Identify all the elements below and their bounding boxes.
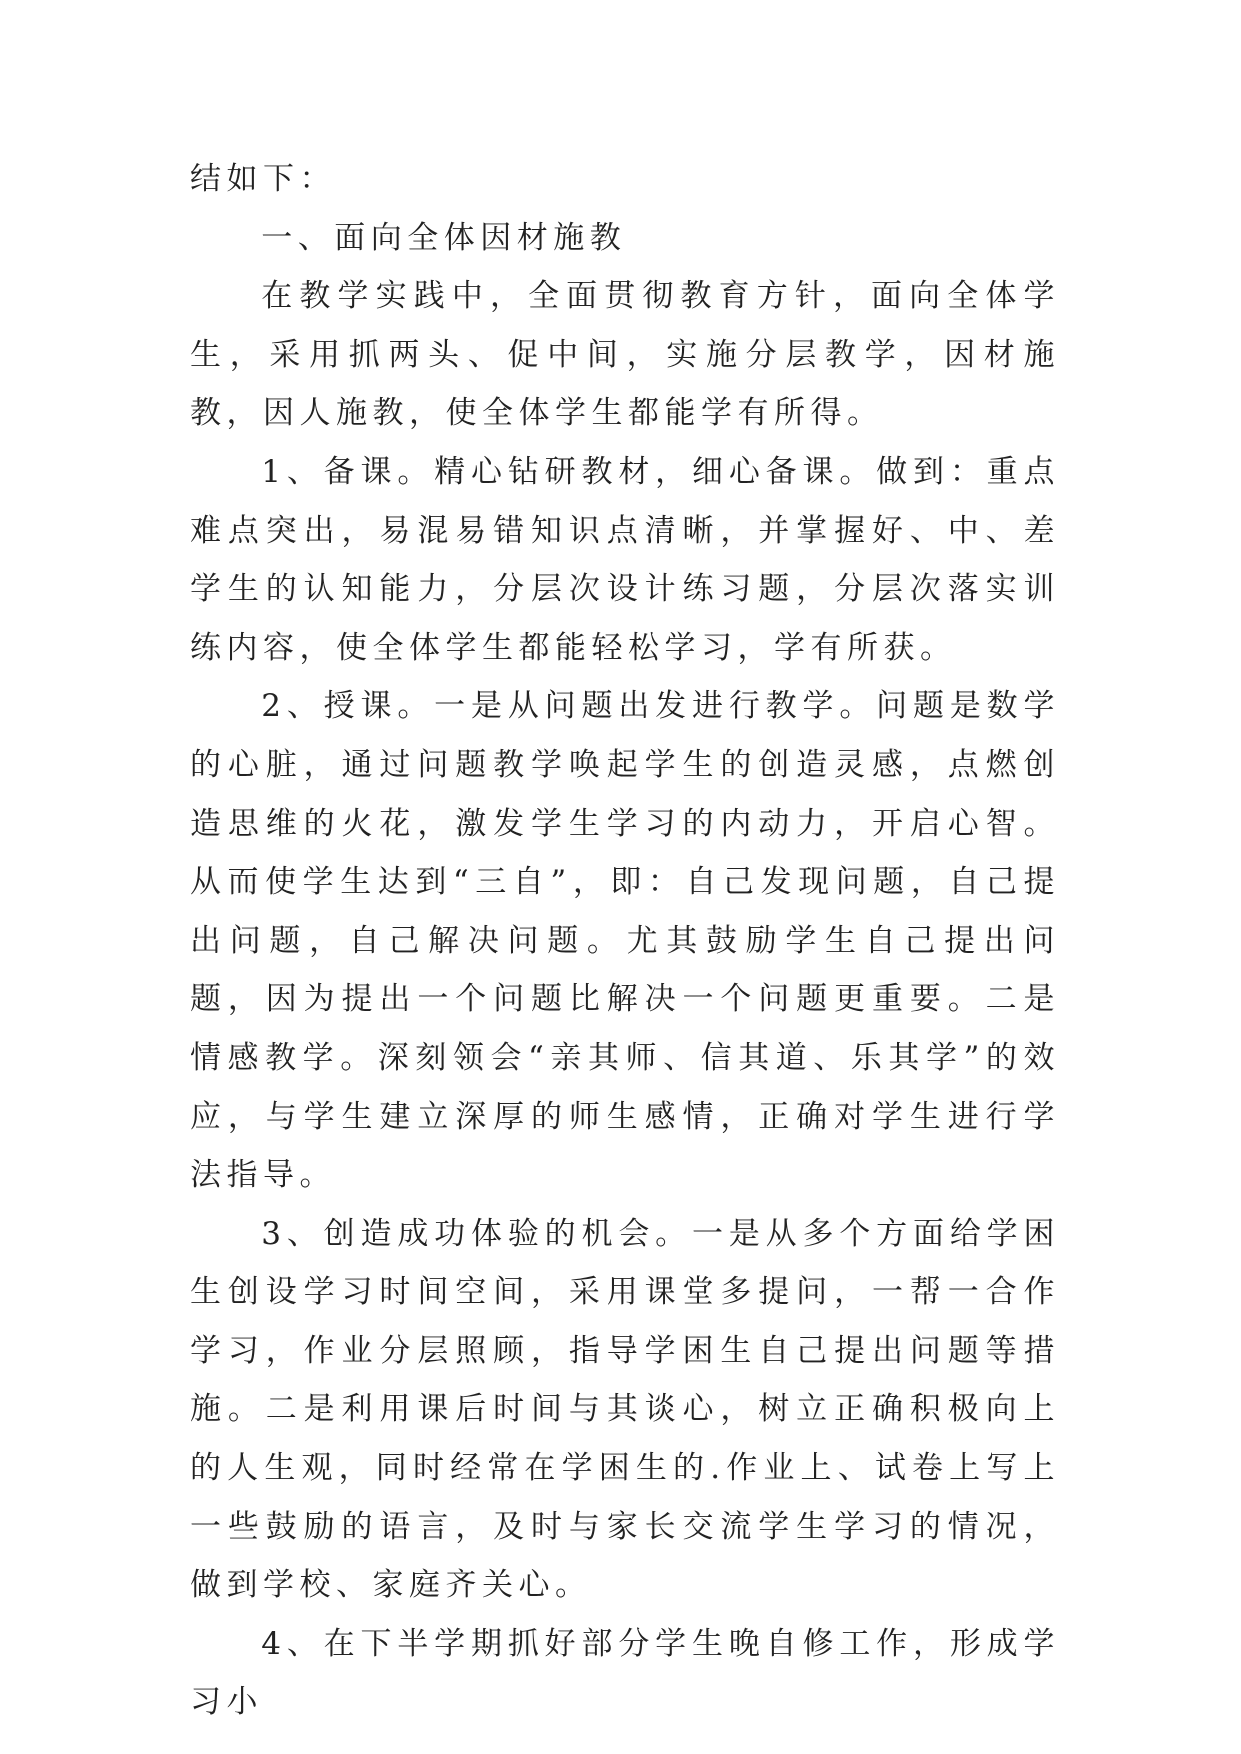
section-heading: 一、面向全体因材施教	[261, 219, 627, 256]
paragraph-item-3: 3、创造成功体验的机会。一是从多个方面给学困生创设学习时间空间，采用课堂多提问，一帮一合作学习，作业分层照顾，指导学困生自己提出问题等措施。二是利用课后时间与其谈心，树立正确积极向上的人生观，同时经常在学困生的.作业上、试卷上写上一些鼓励的语言，及时与家长交流学生学习的情况，做到学校、家庭齐关心。	[190, 1215, 1060, 1604]
paragraph-item-2: 2、授课。一是从问题出发进行教学。问题是数学的心脏，通过问题教学唤起学生的创造灵感，点燃创造思维的火花，激发学生学习的内动力，开启心智。从而使学生达到“三自”，即：自己发现问题，自己提出问题，自己解决问题。尤其鼓励学生自己提出问题，因为提出一个问题比解决一个问题更重要。二是情感教学。深刻领会“亲其师、信其道、乐其学”的效应，与学生建立深厚的师生感情，正确对学生进行学法指导。	[190, 688, 1060, 1194]
document-body	[190, 150, 1060, 1732]
paragraph-continuation: 结如下：	[190, 161, 336, 197]
paragraph-item-1: 1、备课。精心钻研教材，细心备课。做到：重点难点突出，易混易错知识点清晰，并掌握好、中、差学生的认知能力，分层次设计练习题，分层次落实训练内容，使全体学生都能轻松学习，学有所获。	[190, 453, 1060, 666]
paragraph-intro: 在教学实践中，全面贯彻教育方针，面向全体学生，采用抓两头、促中间，实施分层教学，因材施教，因人施教，使全体学生都能学有所得。	[190, 278, 1060, 432]
paragraph-item-4: 4、在下半学期抓好部分学生晚自修工作，形成学习小	[190, 1625, 1060, 1721]
